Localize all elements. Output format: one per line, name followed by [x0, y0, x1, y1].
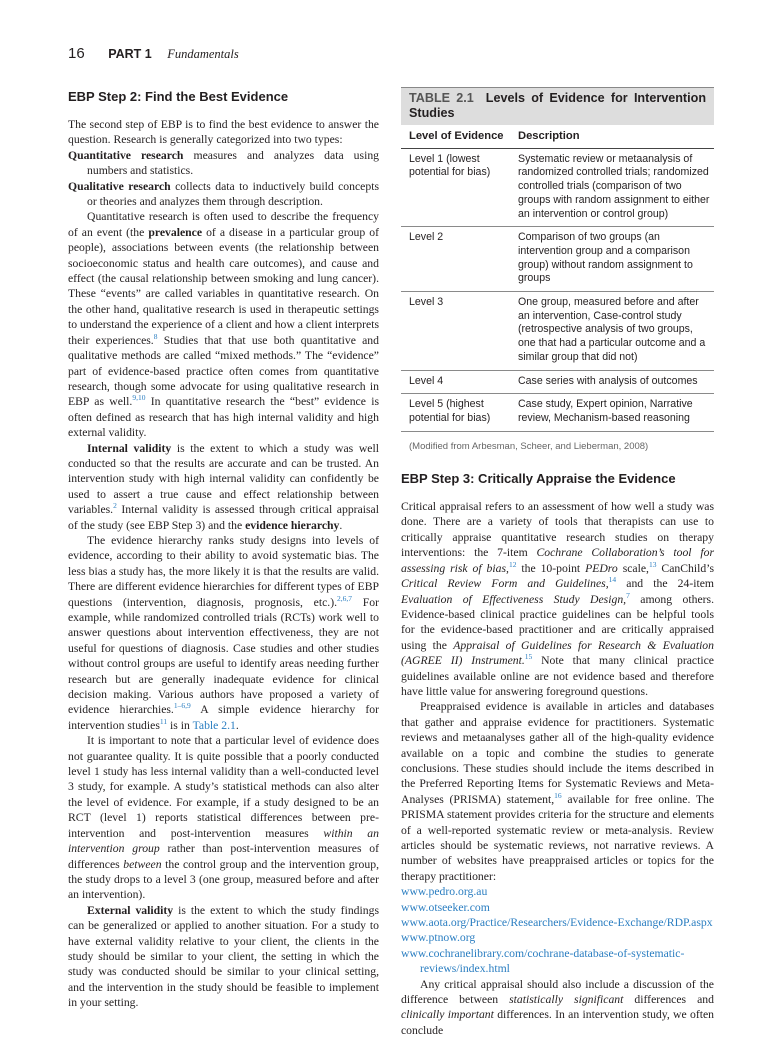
- table-cell: Case study, Expert opinion, Narrative review, Mechanism-based reasoning: [518, 398, 693, 424]
- table-cell: One group, measured before and after an intervention, Case-control study (retrospective analysis of two groups, one that had a particular outcome and a similar group that did not): [518, 296, 706, 363]
- website-link[interactable]: www.cochranelibrary.com/cochrane-database-of-systematic-reviews/index.html: [401, 946, 685, 976]
- citation-ref[interactable]: 2,6,7: [337, 593, 353, 603]
- column-header: Description: [518, 130, 580, 142]
- citation-ref[interactable]: 13: [648, 559, 657, 569]
- text: available for free online. The PRISMA statement provides criteria for the structure and elements of a well-reported systematic review or meta-analysis. Review articles should be systematic reviews, not narrative reviews. A number of websites have preappraised articles or topics for the therapy practitioner:: [401, 792, 715, 883]
- text: the 10-point: [516, 561, 586, 575]
- text: Critical appraisal refers to an assessment of how well a study was done. There are a variety of tools that therapists can use to critically appraise quantitative research studies on therapy interventions: the 7-item: [401, 500, 714, 560]
- table-source-note: (Modified from Arbesman, Scheer, and Lieberman, 2008): [409, 440, 649, 452]
- paragraph: [68, 117, 379, 148]
- paragraph: [68, 533, 379, 733]
- emphasis: Evaluation of Effectiveness Study Design,: [401, 592, 627, 606]
- paragraph: [401, 499, 714, 699]
- left-column: [68, 89, 379, 1011]
- definition-qualitative: [68, 179, 379, 210]
- emphasis: Cochrane Collaboration’s tool for assessing risk of bias,: [401, 546, 714, 575]
- citation-ref[interactable]: 7: [626, 590, 630, 600]
- citation-ref[interactable]: 8: [153, 331, 158, 341]
- text: rather than post-intervention measures of differences: [68, 842, 379, 871]
- text: Quantitative research is often used to describe the frequency of an event (the: [68, 210, 379, 239]
- paragraph: [68, 209, 379, 440]
- text: .: [235, 718, 239, 732]
- citation-ref[interactable]: 14: [608, 575, 617, 585]
- paragraph: [68, 903, 379, 1011]
- table-cell: Level 2: [409, 231, 444, 244]
- emphasis: Critical Review Form and Guidelines,: [401, 577, 609, 591]
- text: Note that many clinical practice guidelines available online are not evidence based and therefore have little value for answering foreground questions.: [401, 654, 714, 698]
- emphasis: clinically important: [401, 1008, 494, 1022]
- emphasis: Appraisal of Guidelines for Research & Evaluation (AGREE II) Instrument.: [401, 638, 714, 668]
- text: differences. In an intervention study, we often conclude: [401, 1008, 715, 1037]
- website-link[interactable]: www.otseeker.com: [401, 900, 490, 914]
- text: A simple evidence hierarchy for intervention studies: [68, 703, 379, 732]
- emphasis: statistically significant: [509, 993, 624, 1007]
- table-cell: Comparison of two groups (an intervention group and a comparison group) without random assignment to groups: [518, 231, 693, 285]
- text: Any critical appraisal should also include a discussion of the difference between: [401, 977, 714, 1007]
- website-link[interactable]: www.aota.org/Practice/Researchers/Evidence-Exchange/RDP.aspx: [401, 916, 713, 930]
- text: Studies that that use both quantitative and qualitative methods are called “mixed methods.” The “evidence” part of evidence-based practice often comes from quantitative research, though some advocate for using qualitative research in EBP as well.: [68, 333, 379, 409]
- website-list: [401, 884, 714, 976]
- table-cell: Case series with analysis of outcomes: [518, 374, 698, 387]
- text: collects data to inductively build concepts or theories and analyzes them through description.: [87, 179, 379, 209]
- text: Internal validity is assessed through critical appraisal of the study (see EBP Step 3) and the: [68, 503, 379, 532]
- part-label: PART 1: [108, 47, 152, 61]
- part-title: Fundamentals: [167, 47, 239, 61]
- text: The second step of EBP is to find the best evidence to answer the question. Research is generally categorized into two types:: [68, 118, 379, 147]
- right-column: [401, 87, 714, 1038]
- table-row: [401, 292, 714, 371]
- emphasis: PEDro: [585, 561, 618, 575]
- table-header-row: [401, 125, 714, 149]
- text: Preappraised evidence is available in articles and databases that gather and appraise evidence for practitioners. Systematic reviews and metaanalyses gather all of the high-quality evidence available on a topic and combine the studies to generate conclusions. These studies should include the items described in the Preferred Reporting Items for Systematic Reviews and Meta-Analyses (PRISMA) statement,: [401, 700, 714, 806]
- text: among others. Evidence-based clinical practice guidelines can be helpful tools for the evidence-based practitioner and are critically appraised using the: [401, 592, 714, 652]
- term: evidence hierarchy: [245, 518, 340, 532]
- table-cell: Level 4: [409, 374, 444, 387]
- website-link[interactable]: www.pedro.org.au: [401, 885, 488, 899]
- citation-ref[interactable]: 9,10: [132, 393, 146, 403]
- term: prevalence: [148, 225, 203, 239]
- table-cell: Systematic review or metaanalysis of randomized controlled trials; randomized controlled trials (comparison of two groups with random assignment to either an intervention or control group): [518, 152, 710, 220]
- table-row: [401, 371, 714, 395]
- citation-ref[interactable]: 1–6,9: [173, 701, 191, 711]
- website-link[interactable]: www.ptnow.org: [401, 931, 476, 945]
- citation-ref[interactable]: 12: [508, 559, 517, 569]
- text: of a disease in a particular group of people), associations between events (the relationship between socioeconomic status and health care outcomes), and cause and effect (the causal relationship between smoking and lung cancer). These “events” are called variables in quantitative research. On the other hand, qualitative research is used in therapeutic settings to understand the experience of a client and how a client interprets their experiences.: [68, 225, 380, 347]
- page-number: 16: [68, 45, 85, 62]
- paragraph: [68, 733, 379, 902]
- column-header: Level of Evidence: [409, 130, 504, 142]
- table-cell: Level 5 (highest potential for bias): [409, 398, 491, 424]
- text: is in: [167, 718, 193, 732]
- section-heading-step3: EBP Step 3: Critically Appraise the Evidence: [401, 471, 676, 487]
- term: External validity: [87, 903, 174, 917]
- table-link[interactable]: Table 2.1: [192, 718, 236, 732]
- term: Quantitative research: [68, 148, 184, 162]
- citation-ref[interactable]: 16: [554, 790, 562, 800]
- text: The evidence hierarchy ranks study designs into levels of evidence, according to their ability to avoid systematic bias. The less bias a study has, the more likely it is that the results are valid. There are different evidence hierarchies for different types of EBP questions (intervention, diagnosis, prognosis, etc.).: [68, 533, 379, 609]
- text: CanChild’s: [656, 561, 715, 575]
- running-header: [68, 45, 239, 65]
- text: scale,: [617, 561, 649, 575]
- paragraph: [68, 441, 379, 533]
- text: It is important to note that a particular level of evidence does not guarantee quality. It is quite possible that a poorly conducted level 1 study has less internal validity than a well-conducted level 3 study, for example. A study’s statistical methods can also alter the level of evidence. For example, if a study designed to be an RCT (level 1) reports statistical differences between pre-intervention and post-intervention measures: [68, 734, 379, 840]
- paragraph: [401, 699, 714, 884]
- text: is the extent to which a study was well conducted so that the results are accurate and can be trusted. An intervention study with high internal validity can confidently be used to assert a true cause and effect relationship between variables.: [68, 441, 379, 517]
- term: Internal validity: [87, 441, 172, 455]
- table-cell: Level 3: [409, 296, 444, 309]
- text: differences and: [623, 993, 714, 1007]
- citation-ref[interactable]: 2: [113, 501, 117, 511]
- text: is the extent to which the study findings can be generalized or applied to another situation. For a study to have external validity relative to your client, the clients in the study should be similar to your client, the setting in which the study was conducted should be similar to your clinical setting, and the intervention in the study should be feasible to implement in your setting.: [68, 903, 379, 1010]
- table-number: TABLE 2.1: [409, 91, 474, 105]
- definition-quantitative: [68, 148, 379, 179]
- table-title: Levels of Evidence for Intervention Studies: [409, 91, 707, 120]
- text: the control group and the intervention group, the study drops to a level 3 (one group, measured before and after an intervention).: [68, 857, 379, 902]
- table-caption: [401, 88, 714, 125]
- text: In quantitative research the “best” evidence is often defined as research that has high internal validity and high external validity.: [68, 395, 379, 440]
- emphasis: between: [123, 857, 162, 871]
- evidence-levels-table: [401, 87, 714, 432]
- text: measures and analyzes data using numbers and statistics.: [87, 148, 380, 178]
- table-row: [401, 394, 714, 431]
- text: For example, while randomized controlled trials (RCTs) work well to answer questions about intervention effectiveness, they are not useful for questions of diagnosis. Case studies and other studies without control groups are useful to identify areas needing further research but are generally inadequate evidence for clinical decision making. Various authors have proposed a variety of evidence hierarchies.: [68, 595, 379, 717]
- table-row: [401, 149, 714, 228]
- table-row: [401, 227, 714, 292]
- paragraph: [401, 977, 714, 1038]
- citation-ref[interactable]: 11: [159, 716, 168, 726]
- section-heading-step2: EBP Step 2: Find the Best Evidence: [68, 89, 289, 104]
- citation-ref[interactable]: 15: [524, 652, 533, 662]
- table-cell: Level 1 (lowest potential for bias): [409, 152, 491, 179]
- text: .: [339, 518, 343, 532]
- emphasis: within an intervention group: [68, 826, 379, 856]
- term: Qualitative research: [68, 179, 171, 193]
- text: and the 24-item: [616, 577, 714, 591]
